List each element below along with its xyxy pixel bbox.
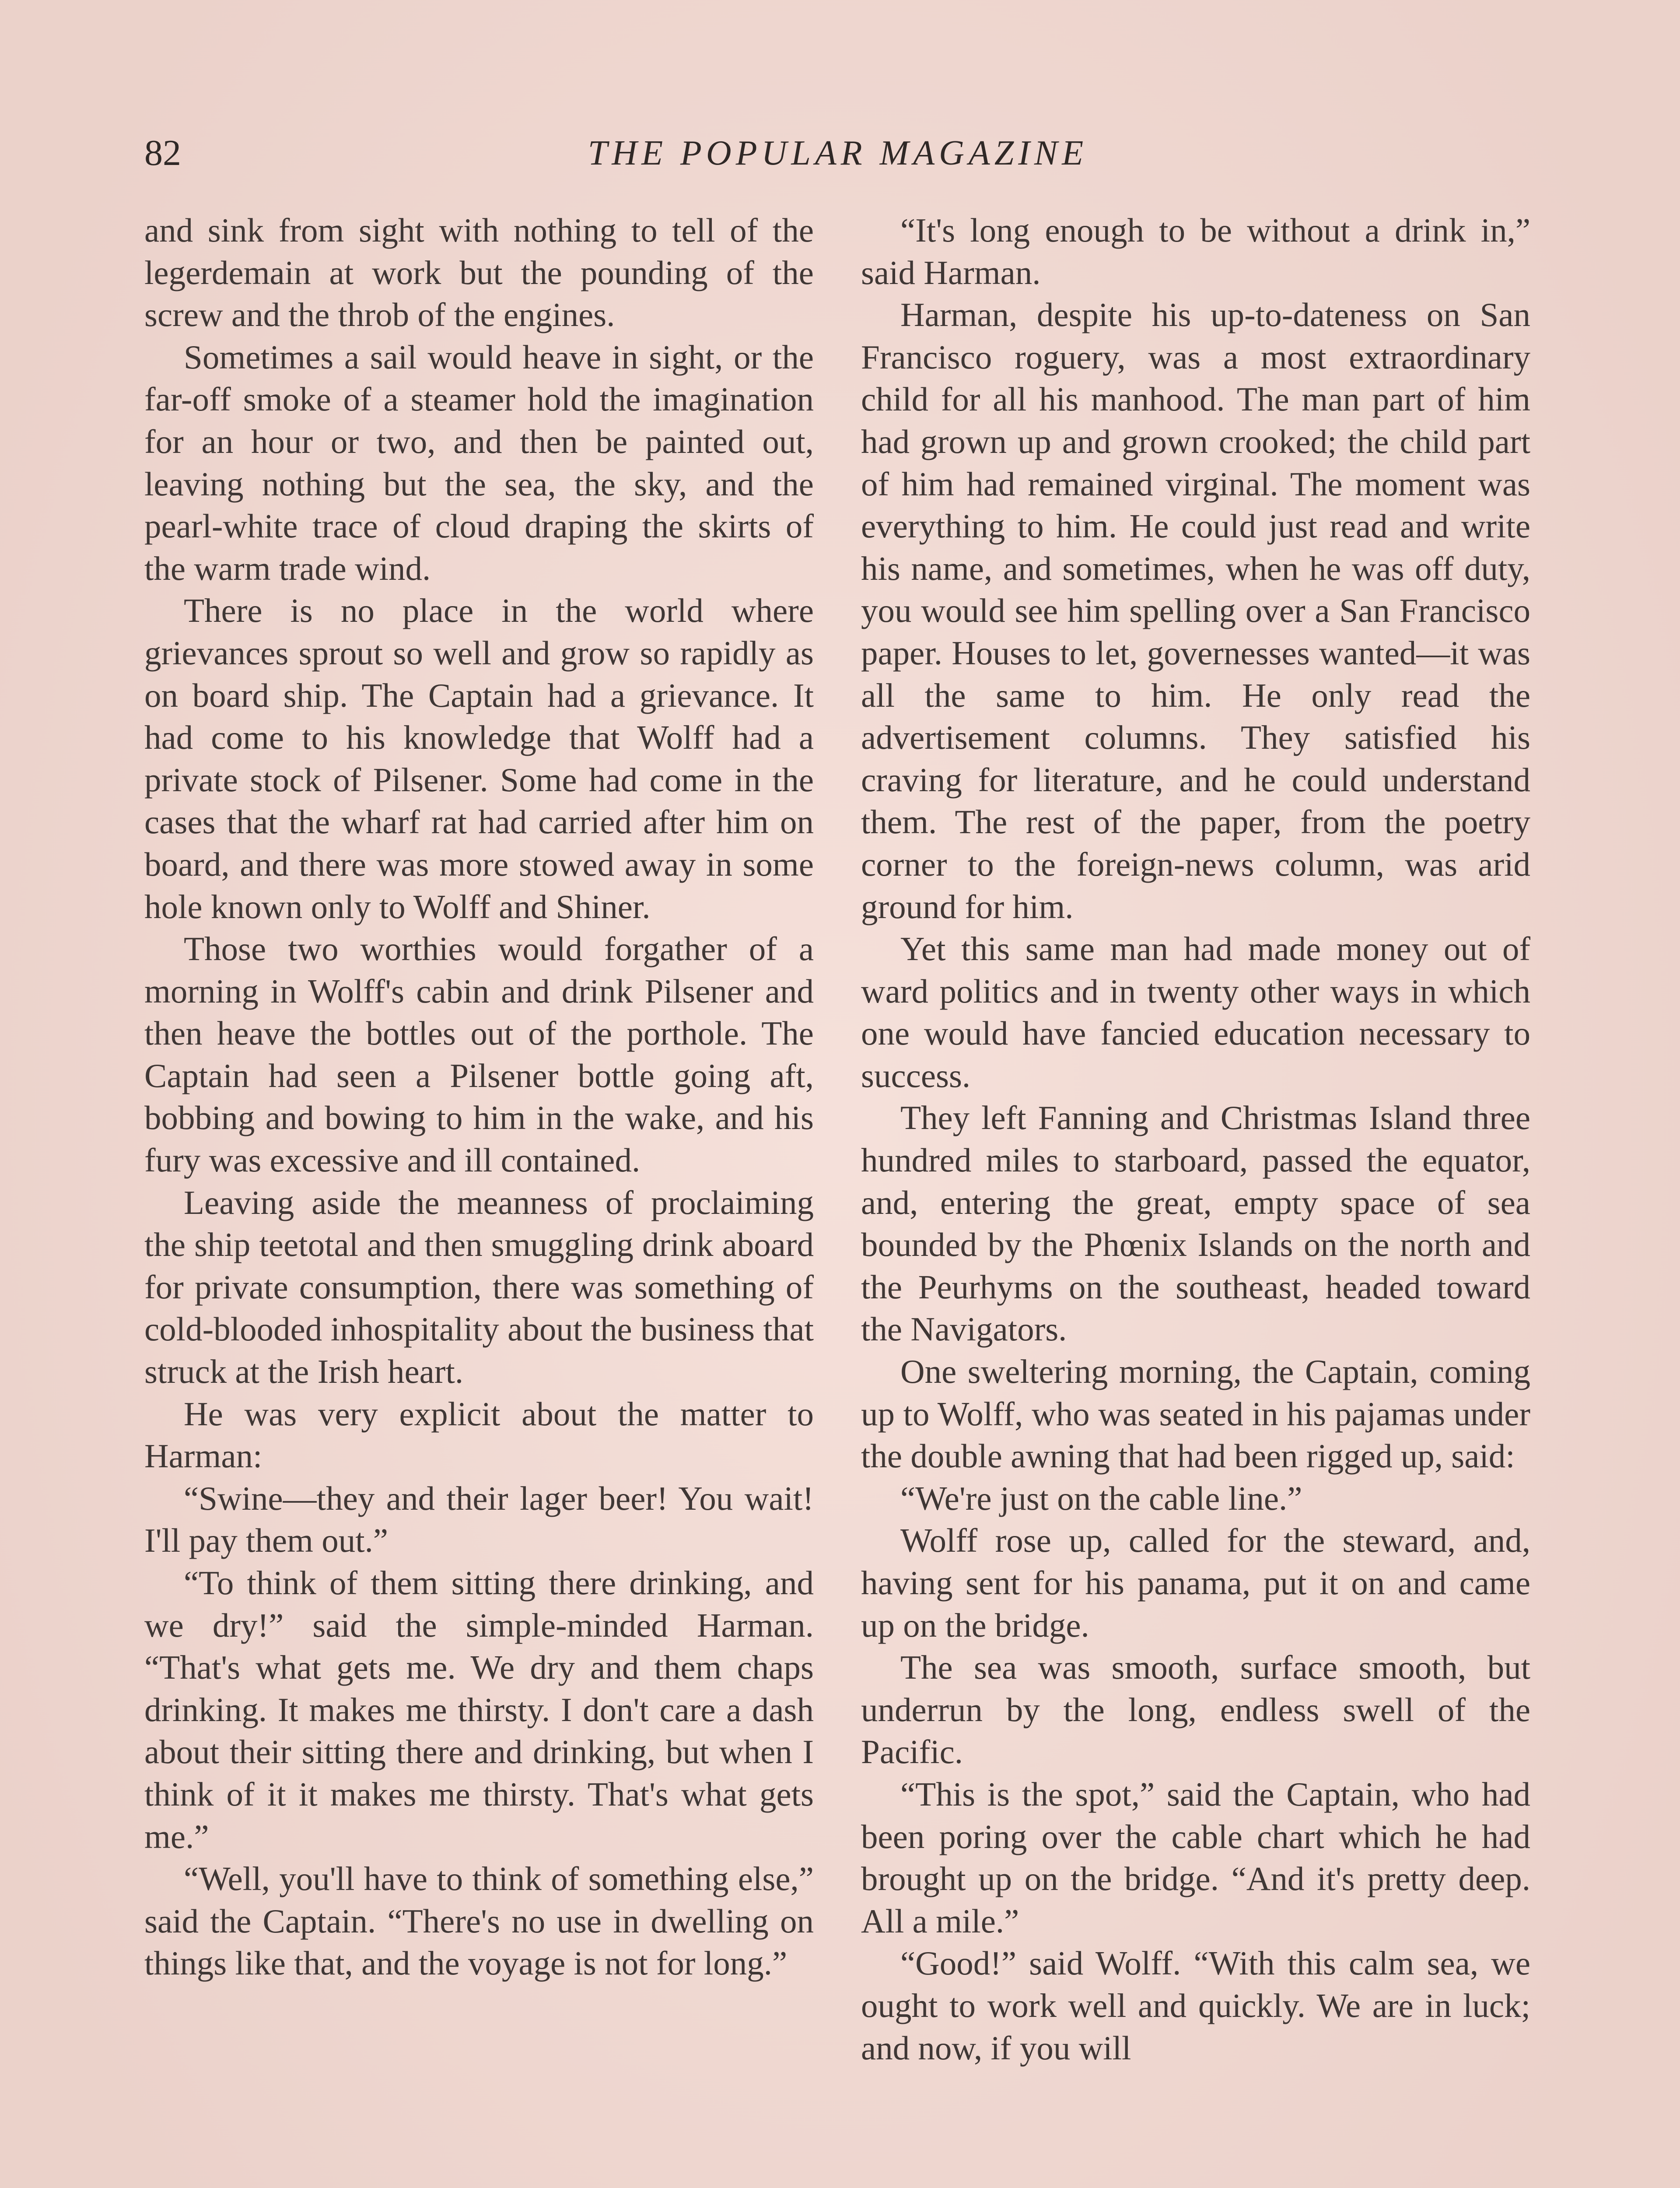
paragraph: “It's long enough to be without a drink in,” said Harman. (861, 211, 1530, 291)
paragraph: “This is the spot,” said the Captain, who had been poring over the cable chart which he had brought up on the bridge. “And it's pretty deep. All a mile.” (861, 1775, 1530, 1940)
paragraph: “Good!” said Wolff. “With this calm sea, we ought to work well and quickly. We are in luck; and now, if you will (861, 1944, 1530, 2067)
paragraph: “To think of them sitting there drinking, and we dry!” said the simple-minded Harman. “That's what gets me. We dry and them chaps drinking. It makes me thirsty. I don't care a dash about their sitting there and drinking, but when I think of it it makes me thirsty. That's what gets me.” (144, 1564, 814, 1855)
magazine-title: THE POPULAR MAGAZINE (588, 134, 1088, 172)
page-number: 82 (144, 133, 181, 173)
paragraph: Those two worthies would forgather of a morning in Wolff's cabin and drink Pilsener and then heave the bottles out of the porthole. The Captain had seen a Pilsener bottle going aft, bobbing and bowing to him in the wake, and his fury was excessive and ill contained. (144, 930, 814, 1179)
paragraph: Yet this same man had made money out of ward politics and in twenty other ways in which one would have fancied education necessary to success. (861, 930, 1530, 1094)
running-head (144, 129, 1531, 177)
right-text-column (861, 209, 1530, 2069)
paragraph: The sea was smooth, surface smooth, but underrun by the long, endless swell of the Pacific. (861, 1648, 1530, 1771)
paragraph: “Well, you'll have to think of something else,” said the Captain. “There's no use in dwelling on things like that, and the voyage is not for long.” (144, 1860, 814, 1982)
paragraph: They left Fanning and Christmas Island three hundred miles to starboard, passed the equator, and, entering the great, empty space of sea bounded by the Phœnix Islands on the north and the Peurhyms on the southeast, headed toward the Navigators. (861, 1099, 1530, 1348)
paragraph: “We're just on the cable line.” (900, 1479, 1302, 1517)
paragraph: There is no place in the world where grievances sprout so well and grow so rapidly as on board ship. The Captain had a grievance. It had come to his knowledge that Wolff had a private stock of Pilsener. Some had come in the cases that the wharf rat had carried after him on board, and there was more stowed away in some hole known only to Wolff and Shiner. (144, 592, 814, 926)
paragraph: Leaving aside the meanness of proclaiming the ship teetotal and then smuggling drink aboard for private consumption, there was something of cold-blooded inhospitality about the business that struck at the Irish heart. (144, 1183, 814, 1391)
paragraph: and sink from sight with nothing to tell of the legerdemain at work but the pounding of the screw and the throb of the engines. (144, 211, 814, 334)
paragraph: Harman, despite his up-to-dateness on San Francisco roguery, was a most extraordinary child for all his manhood. The man part of him had grown up and grown crooked; the child part of him had remained virginal. The moment was everything to him. He could just read and write his name, and sometimes, when he was off duty, you would see him spelling over a San Francisco paper. Houses to let, governesses wanted—it was all the same to him. He only read the advertisement columns. They satisfied his craving for literature, and he could understand them. The rest of the paper, from the poetry corner to the foreign-news column, was arid ground for him. (861, 296, 1530, 926)
paragraph: Sometimes a sail would heave in sight, or the far-off smoke of a steamer hold the imagination for an hour or two, and then be painted out, leaving nothing but the sea, the sky, and the pearl-white trace of cloud draping the skirts of the warm trade wind. (144, 338, 814, 587)
paragraph: He was very explicit about the matter to Harman: (144, 1395, 814, 1475)
paragraph: Wolff rose up, called for the steward, and, having sent for his panama, put it on and came up on the bridge. (861, 1522, 1530, 1644)
left-text-column (144, 209, 814, 1985)
paragraph: One sweltering morning, the Captain, coming up to Wolff, who was seated in his pajamas under the double awning that had been rigged up, said: (861, 1353, 1530, 1475)
paragraph: “Swine—they and their lager beer! You wait! I'll pay them out.” (144, 1479, 814, 1560)
